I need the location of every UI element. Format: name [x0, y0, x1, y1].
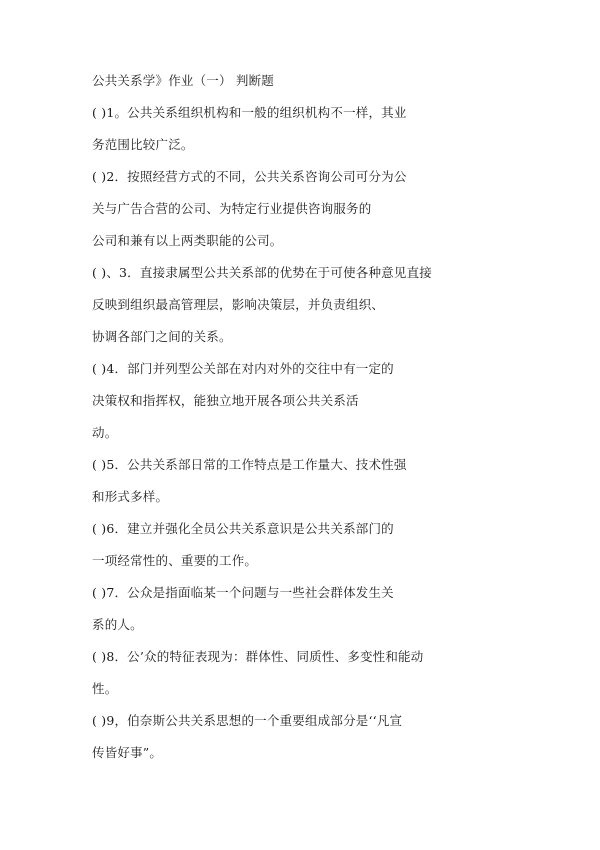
question-4-line-3: 动。 [92, 425, 118, 440]
question-2-line-3: 公司和兼有以上两类职能的公司。 [92, 233, 283, 248]
question-1-line-1: ( )1。公共关系组织机构和一般的组织机构不一样，其业 [92, 105, 407, 120]
question-9-line-1: ( )9，伯奈斯公共关系思想的一个重要组成部分是‘‘凡宣 [92, 713, 403, 728]
question-6-line-2: 一项经常性的、重要的工作。 [92, 553, 258, 568]
document-title: 公共关系学》作业（一） 判断题 [92, 73, 274, 88]
question-2-line-2: 关与广告合营的公司、为特定行业提供咨询服务的 [92, 201, 372, 216]
question-6-line-1: ( )6．建立并强化全员公共关系意识是公共关系部门的 [92, 521, 394, 536]
question-9-line-2: 传皆好事”。 [92, 745, 163, 760]
question-4-line-2: 决策权和指挥权，能独立地开展各项公共关系活 [92, 393, 359, 408]
question-1-line-2: 务范围比较广泛。 [92, 137, 194, 152]
question-2-line-1: ( )2．按照经营方式的不同，公共关系咨询公司可分为公 [92, 169, 407, 184]
question-7-line-2: 系的人。 [92, 617, 143, 632]
question-4-line-1: ( )4．部门并列型公关部在对内对外的交往中有一定的 [92, 361, 394, 376]
question-5-line-2: 和形式多样。 [92, 489, 169, 504]
question-3-line-1: ( )、3．直接隶属型公共关系部的优势在于可使各种意见直接 [92, 265, 432, 280]
question-8-line-2: 性。 [92, 681, 118, 696]
question-3-line-2: 反映到组织最高管理层，影响决策层，并负责组织、 [92, 297, 385, 312]
question-5-line-1: ( )5．公共关系部日常的工作特点是工作量大、技术性强 [92, 457, 407, 472]
question-3-line-3: 协调各部门之间的关系。 [92, 329, 232, 344]
question-8-line-1: ( )8．公’众的特征表现为：群体性、同质性、多变性和能动 [92, 649, 424, 664]
question-7-line-1: ( )7．公众是指面临某一个问题与一些社会群体发生关 [92, 585, 394, 600]
